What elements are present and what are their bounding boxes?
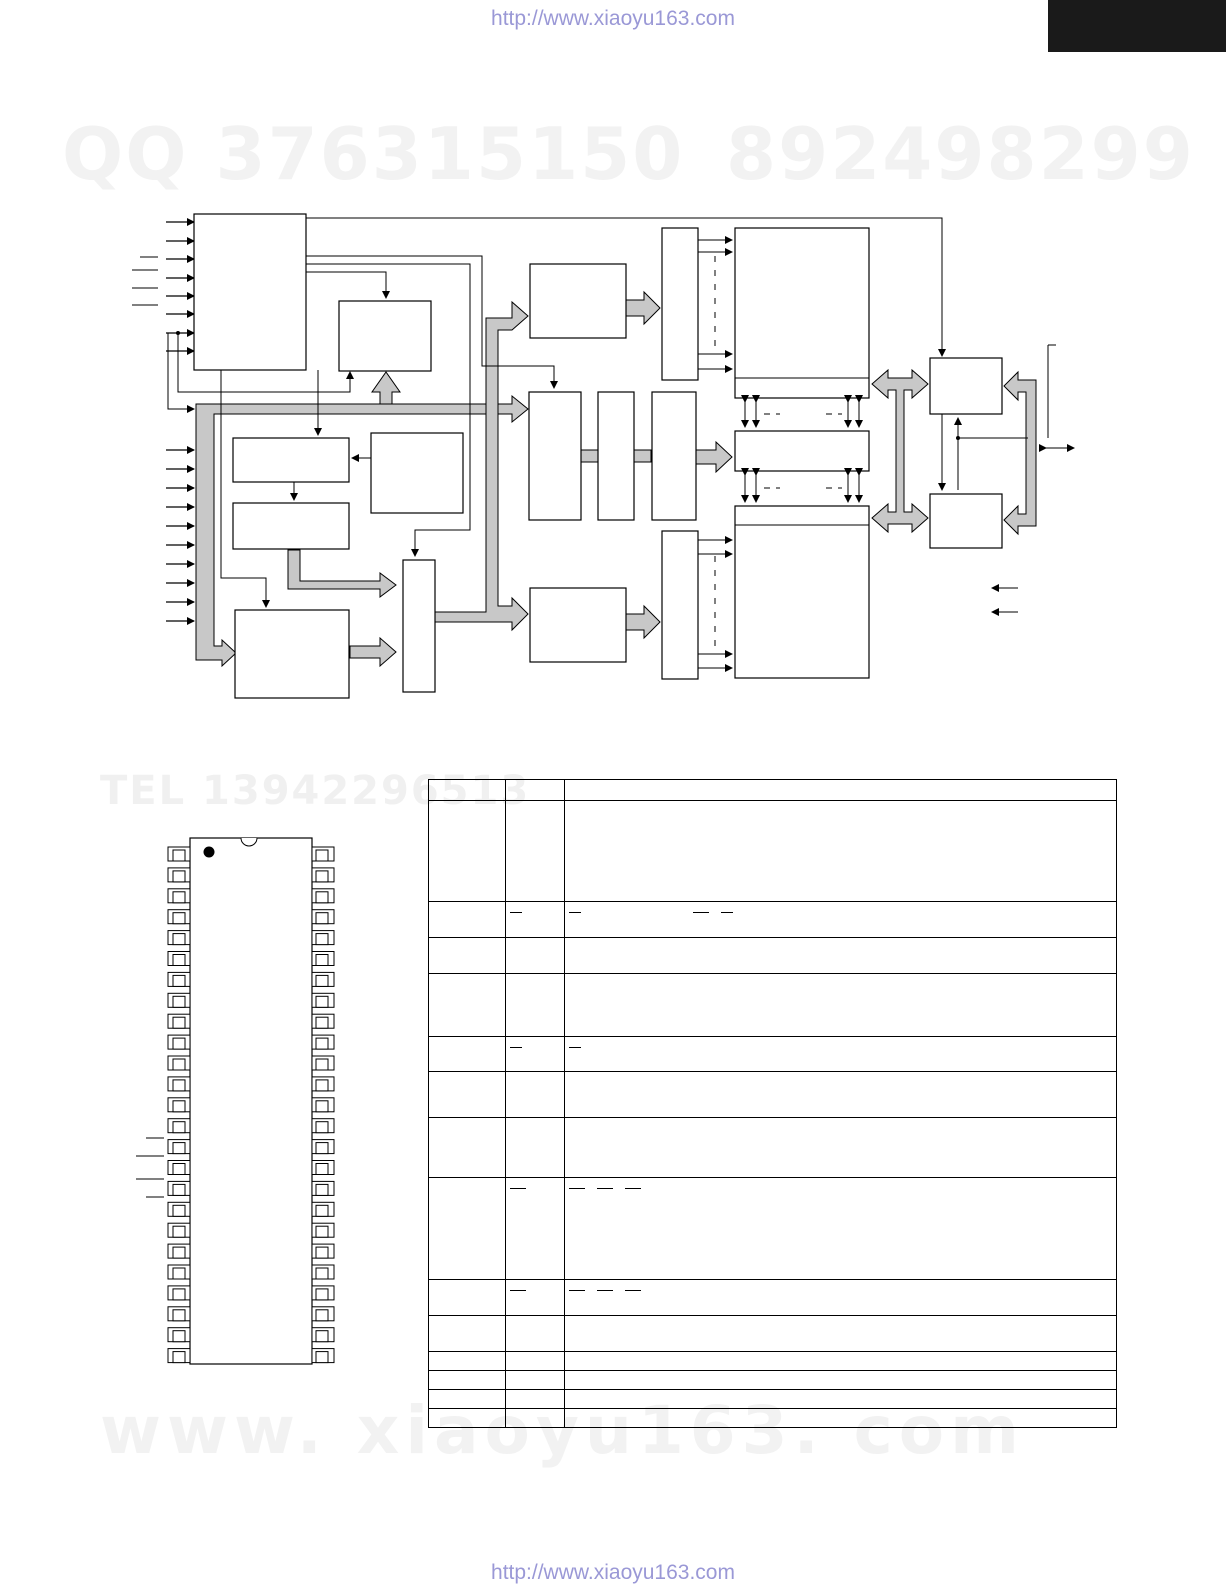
ic-pin-inner — [173, 1331, 185, 1342]
table-cell — [565, 1037, 1117, 1072]
table-row — [429, 1409, 1117, 1428]
table-cell — [429, 1352, 506, 1371]
ic-pin-inner — [173, 1247, 185, 1258]
ic-pin-inner — [173, 913, 185, 924]
table-cell — [565, 902, 1117, 938]
ic-pin-inner — [173, 1352, 185, 1363]
ic-pin-inner — [173, 1080, 185, 1091]
ic-pin-inner — [316, 1289, 328, 1300]
table-cell — [429, 938, 506, 974]
ic-pin-inner — [316, 850, 328, 861]
ic-pin-inner — [173, 1017, 185, 1028]
ic-pin-inner — [316, 934, 328, 945]
ic-pin-inner — [173, 934, 185, 945]
table-row — [429, 1316, 1117, 1352]
ic-pin-inner — [316, 1080, 328, 1091]
ic-pin-inner — [316, 975, 328, 986]
table-cell — [506, 902, 565, 938]
ic-pin-inner — [316, 1038, 328, 1049]
ic-pin-inner — [316, 1205, 328, 1216]
table-row — [429, 780, 1117, 801]
ic-pin-inner — [173, 1289, 185, 1300]
table-cell — [565, 1178, 1117, 1280]
table-cell — [429, 1390, 506, 1409]
table-cell — [565, 1352, 1117, 1371]
ic-body — [190, 838, 312, 1364]
table-row — [429, 938, 1117, 974]
ic-pin-inner — [316, 892, 328, 903]
table-cell — [565, 1072, 1117, 1118]
ic-pin-inner — [316, 1226, 328, 1237]
table-cell — [565, 974, 1117, 1037]
ic-pin-inner — [316, 1059, 328, 1070]
table-cell — [506, 938, 565, 974]
table-row — [429, 1352, 1117, 1371]
table-row — [429, 1280, 1117, 1316]
table-row — [429, 1371, 1117, 1390]
ic-pin-inner — [316, 1164, 328, 1175]
watermark-site: www. xiaoyu163. com — [100, 1392, 1025, 1469]
ic-pin-inner — [173, 975, 185, 986]
ic-pin-inner — [316, 1268, 328, 1279]
table-cell — [429, 1316, 506, 1352]
table-cell — [506, 1316, 565, 1352]
ic-pin-inner — [173, 1310, 185, 1321]
table-cell — [565, 1409, 1117, 1428]
pin1-marker — [204, 847, 215, 858]
ic-pin-inner — [316, 955, 328, 966]
table-cell — [429, 1178, 506, 1280]
table-cell — [565, 938, 1117, 974]
ic-pin-inner — [316, 1101, 328, 1112]
watermark-tel: TEL 13942296513 — [100, 768, 531, 814]
table-cell — [506, 1118, 565, 1178]
ic-pin-inner — [316, 1143, 328, 1154]
footer-url[interactable]: http://www.xiaoyu163.com — [491, 1561, 735, 1584]
table-cell — [429, 902, 506, 938]
table-cell — [506, 1409, 565, 1428]
table-cell — [506, 1280, 565, 1316]
ic-pin-inner — [173, 996, 185, 1007]
table-cell — [429, 1072, 506, 1118]
table-cell — [506, 974, 565, 1037]
ic-pin-inner — [173, 1226, 185, 1237]
watermark-qq-2: 892498299 — [726, 112, 1195, 196]
ic-pin-inner — [173, 1268, 185, 1279]
table-cell — [565, 1316, 1117, 1352]
table-cell — [506, 1390, 565, 1409]
table-cell — [565, 1371, 1117, 1390]
table-row — [429, 1178, 1117, 1280]
ic-pin-inner — [173, 871, 185, 882]
table-cell — [429, 1280, 506, 1316]
ic-pin-inner — [173, 1038, 185, 1049]
ic-pin-inner — [173, 892, 185, 903]
table-cell — [506, 1371, 565, 1390]
table-cell — [506, 1037, 565, 1072]
ic-pin-inner — [316, 1310, 328, 1321]
table-cell — [429, 1118, 506, 1178]
table-cell — [565, 801, 1117, 902]
ic-pin-inner — [173, 1059, 185, 1070]
ic-pin-inner — [316, 996, 328, 1007]
table-row — [429, 1037, 1117, 1072]
table-row — [429, 1118, 1117, 1178]
table-cell — [506, 780, 565, 801]
watermark-qq: QQ 376315150 — [62, 112, 685, 196]
table-cell — [565, 1118, 1117, 1178]
table-row — [429, 902, 1117, 938]
table-cell — [429, 1409, 506, 1428]
table-cell — [565, 1390, 1117, 1409]
ic-pin-inner — [316, 871, 328, 882]
ic-pin-inner — [316, 1122, 328, 1133]
ic-pin-inner — [316, 913, 328, 924]
ic-pin-inner — [173, 955, 185, 966]
table-cell — [429, 1037, 506, 1072]
table-row — [429, 974, 1117, 1037]
ic-pin-inner — [173, 1122, 185, 1133]
table-cell — [506, 1178, 565, 1280]
table-cell — [429, 801, 506, 902]
ic-pin-inner — [173, 850, 185, 861]
ic-pin-inner — [173, 1184, 185, 1195]
table-cell — [565, 1280, 1117, 1316]
pin-description-table — [428, 779, 1117, 1428]
ic-pin-inner — [173, 1101, 185, 1112]
ic-pin-inner — [173, 1143, 185, 1154]
ic-pin-inner — [316, 1247, 328, 1258]
table-cell — [506, 1072, 565, 1118]
table-cell — [429, 1371, 506, 1390]
ic-pin-inner — [316, 1017, 328, 1028]
ic-pin-inner — [316, 1184, 328, 1195]
table-cell — [506, 1352, 565, 1371]
header-url[interactable]: http://www.xiaoyu163.com — [491, 7, 735, 30]
ic-pin-inner — [316, 1331, 328, 1342]
ic-pin-inner — [316, 1352, 328, 1363]
ic-pin-inner — [173, 1164, 185, 1175]
table-row — [429, 801, 1117, 902]
table-cell — [429, 974, 506, 1037]
table-row — [429, 1390, 1117, 1409]
table-row — [429, 1072, 1117, 1118]
ic-pin-inner — [173, 1205, 185, 1216]
table-cell — [429, 780, 506, 801]
table-cell — [565, 780, 1117, 801]
table-cell — [506, 801, 565, 902]
